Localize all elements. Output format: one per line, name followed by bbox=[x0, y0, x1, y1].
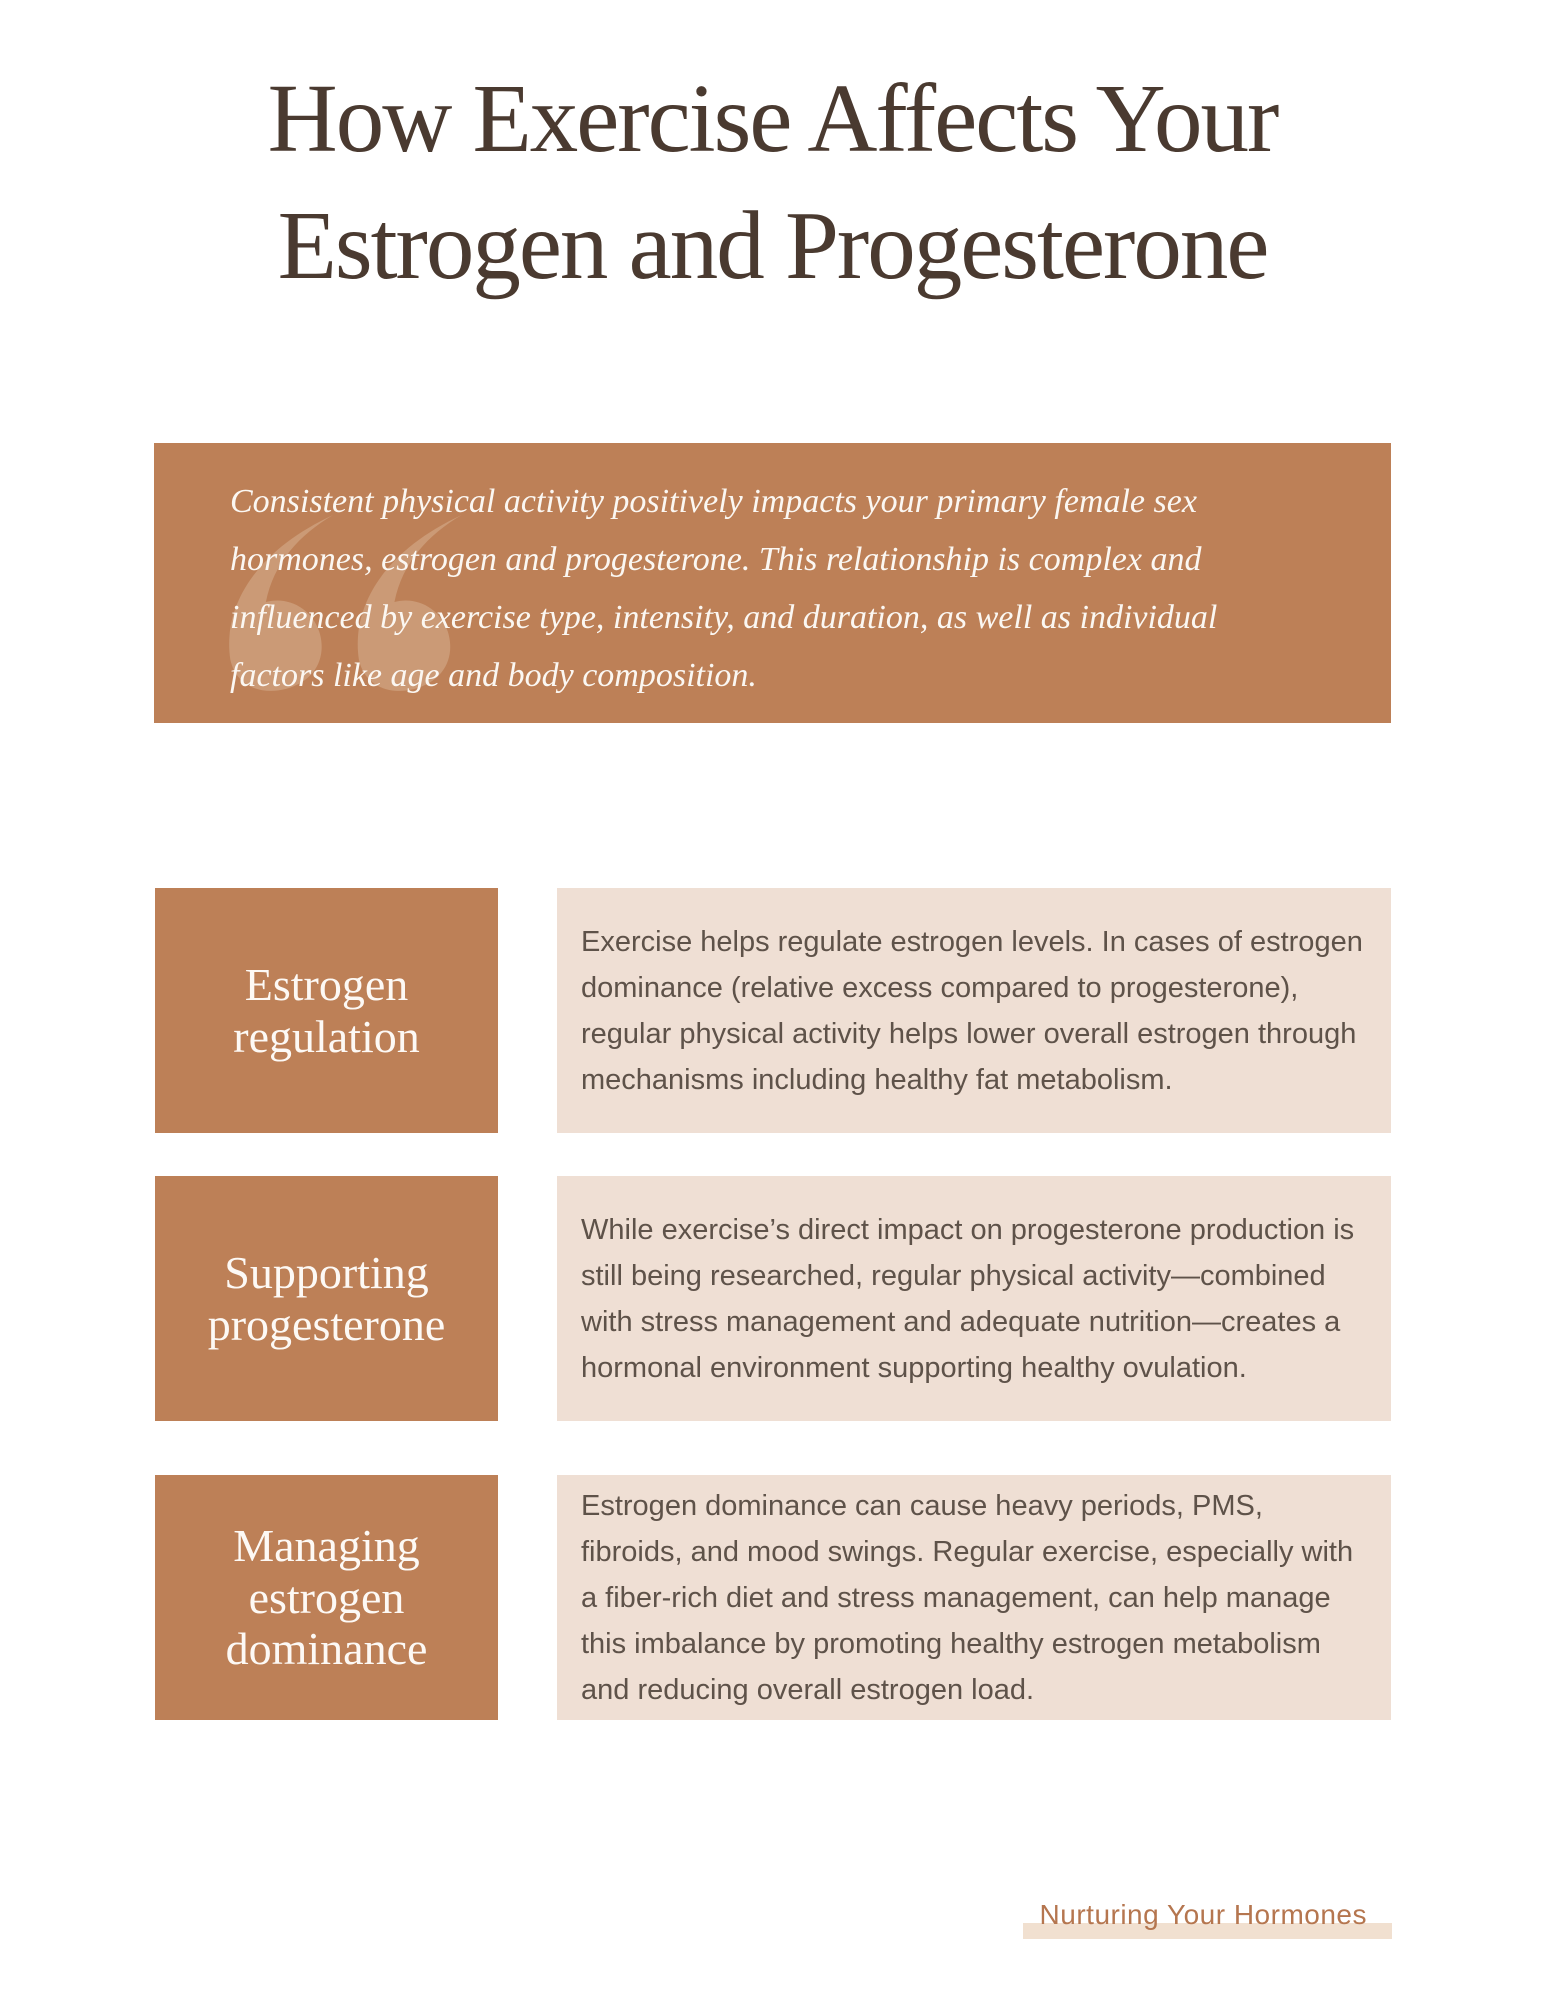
label-box-estrogen-regulation bbox=[155, 888, 498, 1133]
page-title-line1: How Exercise Affects Your bbox=[267, 65, 1278, 172]
label-box-supporting-progesterone bbox=[155, 1176, 498, 1421]
intro-quote-text: Consistent physical activity positively impacts your primary female sex hormones, estrogen and progesterone. This relationship is complex and influenced by exercise type, intensity, and duration, as well as individual factors like age and body composition. bbox=[230, 483, 1218, 694]
body-box-estrogen-regulation bbox=[557, 888, 1391, 1133]
footer-brand: Nurturing Your Hormones bbox=[1039, 1899, 1367, 1930]
body-box-managing-estrogen-dominance bbox=[557, 1475, 1391, 1720]
label-text: Estrogen regulation bbox=[233, 958, 420, 1062]
page-title-line2: Estrogen and Progesterone bbox=[277, 192, 1268, 299]
label-text: Supporting progesterone bbox=[207, 1246, 446, 1350]
body-text: While exercise’s direct impact on progesterone production is still being researched, regular physical activity—combined with stress management and adequate nutrition—creates a hormonal environment supporting healthy ovulation. bbox=[581, 1213, 1355, 1384]
intro-quote-panel bbox=[154, 443, 1391, 723]
label-box-managing-estrogen-dominance bbox=[155, 1475, 498, 1720]
body-text: Exercise helps regulate estrogen levels. In cases of estrogen dominance (relative excess compared to progesterone), regular physical activity helps lower overall estrogen through mechanisms including healthy fat metabolism. bbox=[581, 925, 1363, 1096]
label-text: Managing estrogen dominance bbox=[225, 1520, 428, 1675]
body-box-supporting-progesterone bbox=[557, 1176, 1391, 1421]
body-text: Estrogen dominance can cause heavy periods, PMS, fibroids, and mood swings. Regular exercise, especially with a fiber-rich diet and stress management, can help manage this imbalance by promoting healthy estrogen metabolism and reducing overall estrogen load. bbox=[581, 1489, 1354, 1706]
page-title bbox=[0, 55, 1545, 309]
